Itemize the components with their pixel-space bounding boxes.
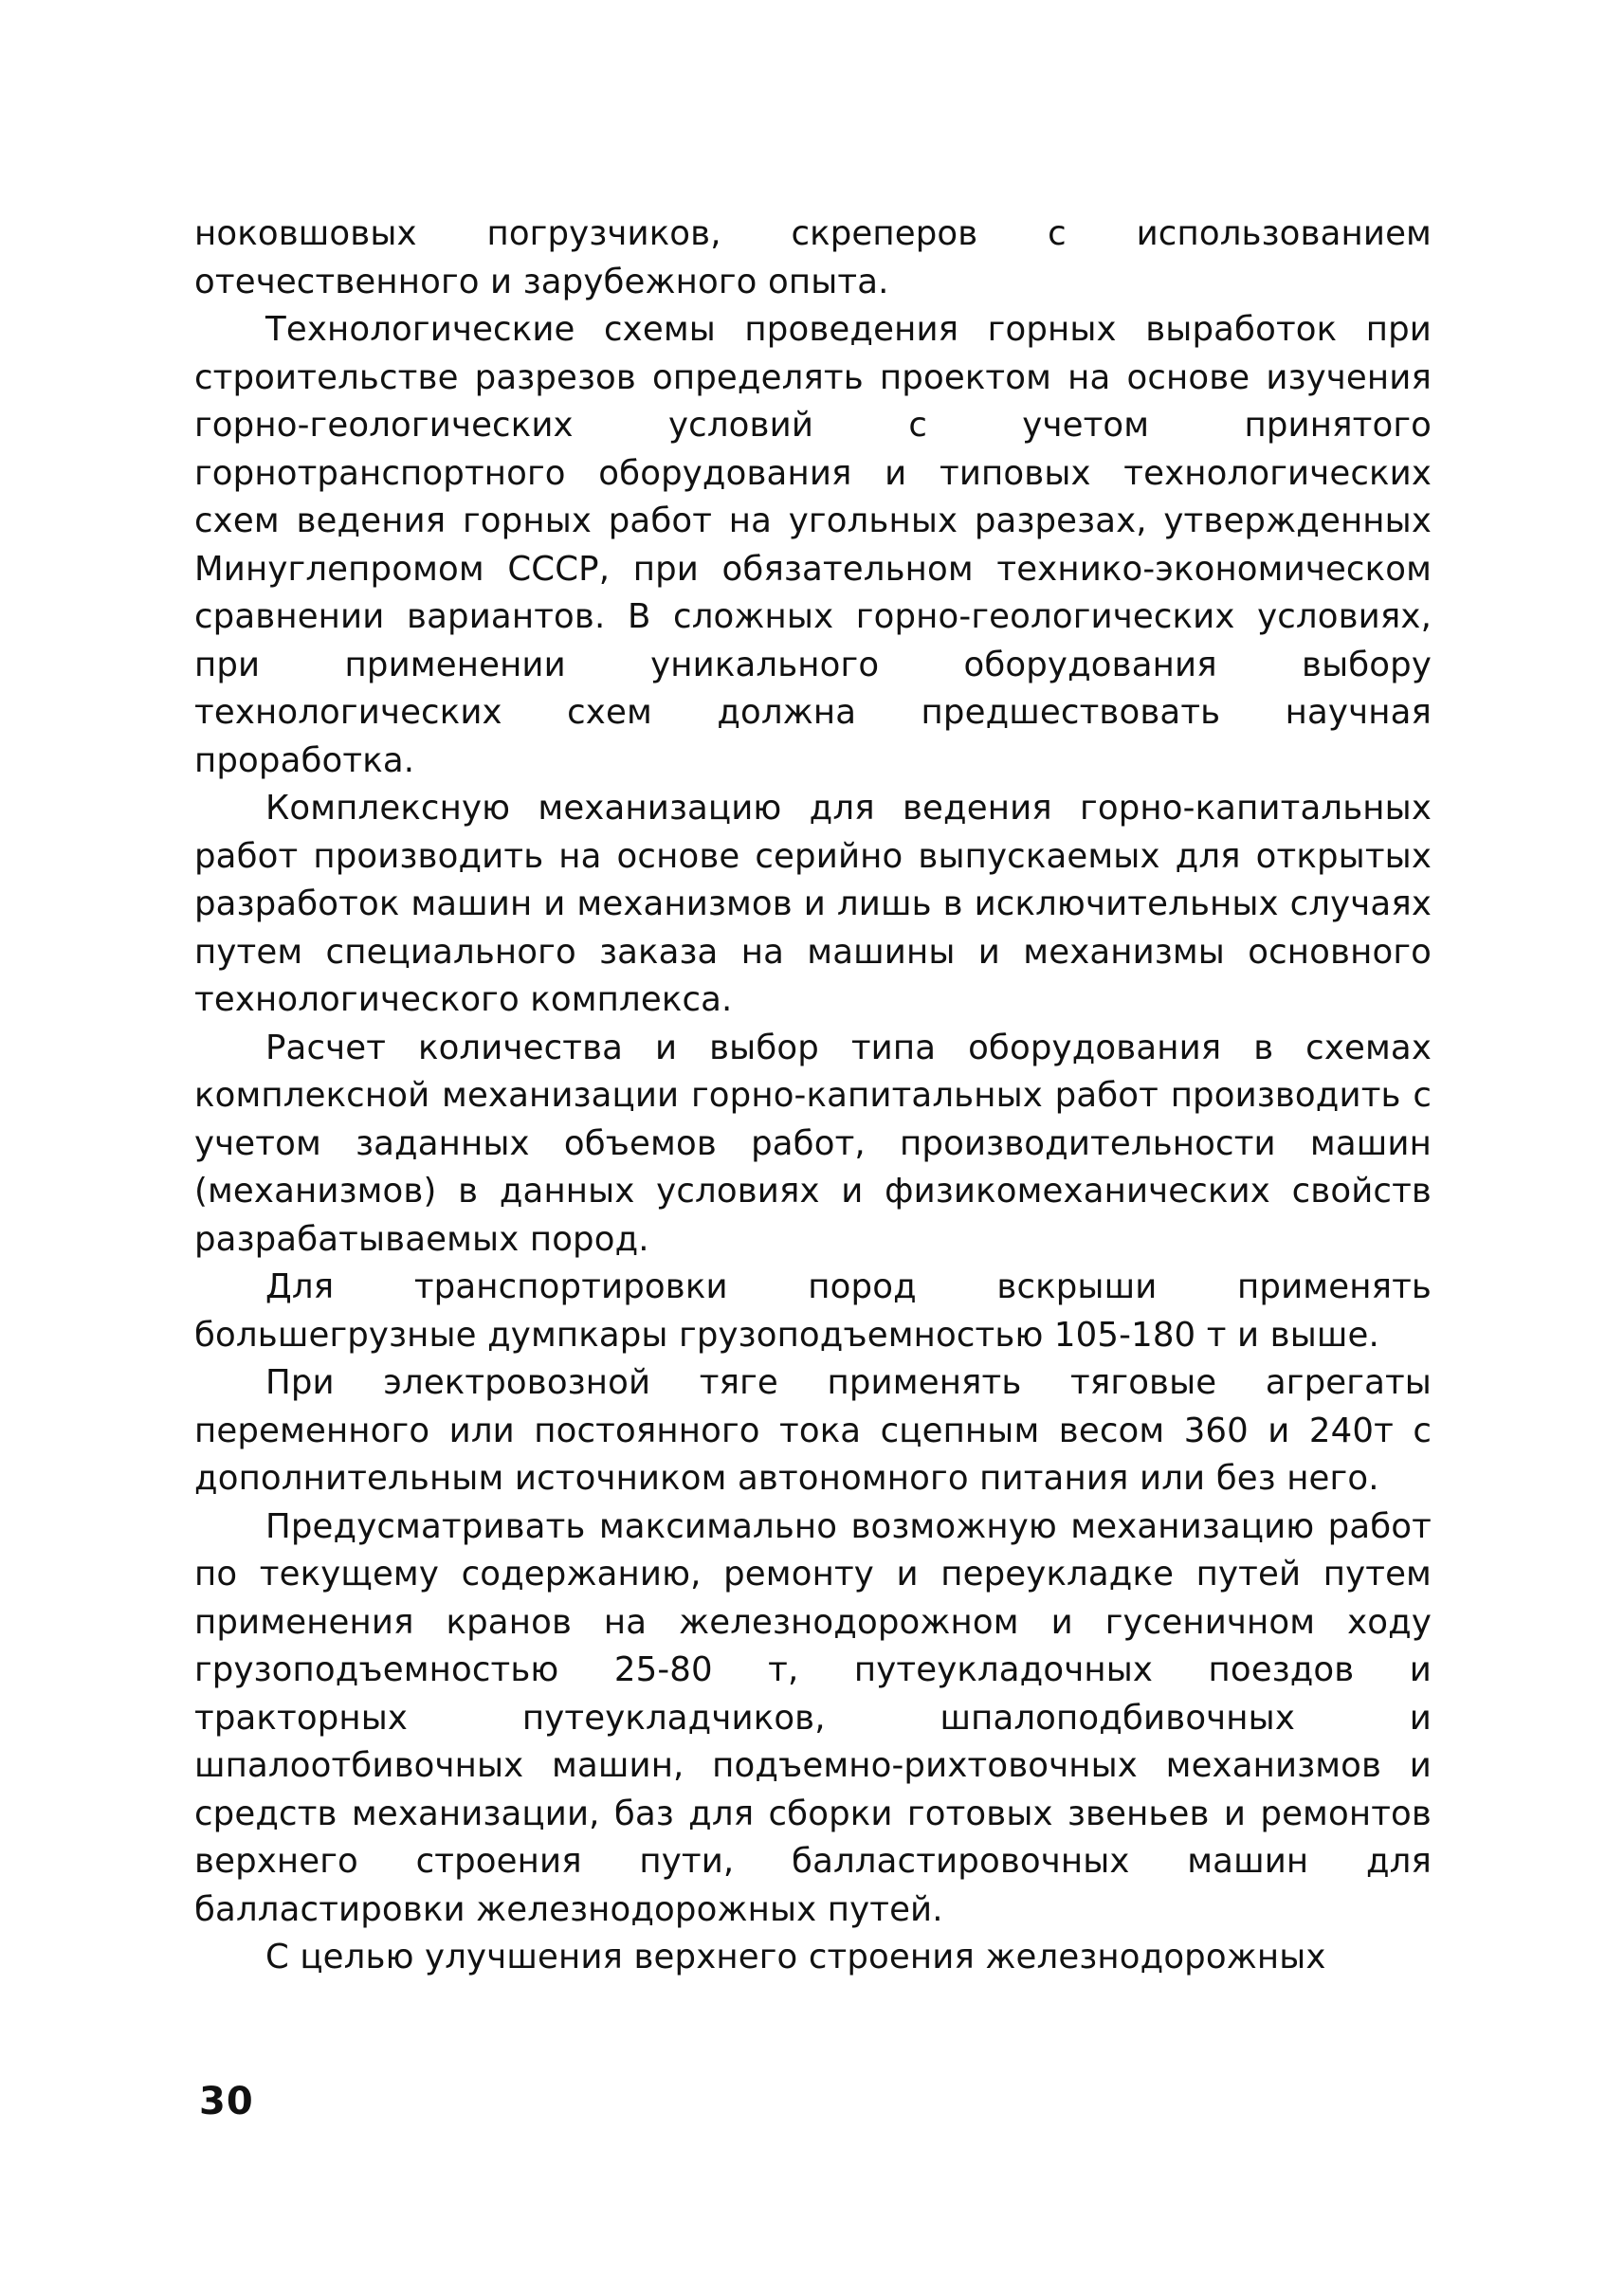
paragraph-7: Предусматривать максимально возможную механизацию работ по текущему содержанию, ремонту и переукладке путей путем применения кранов на железнодорожном и гусеничном ходу грузоподъемностью 25-80 т, путеукладочных поездов и тракторных путеукладчиков, шпалоподбивочных и шпалоотбивочных машин, подъемно-рихтовочных механизмов и средств механизации, баз для сборки готовых звеньев и ремонтов верхнего строения пути, балластировочных машин для балластировки железнодорожных путей.: [194, 1506, 1432, 1929]
paragraph-1: ноковшовых погрузчиков, скреперов с использованием отечественного и зарубежного опыта.: [194, 214, 1432, 301]
page-number: 30: [199, 2080, 254, 2123]
paragraph-5: Для транспортировки пород вскрыши применять большегрузные думпкары грузоподъемностью 105-180 т и выше.: [194, 1267, 1432, 1355]
paragraph-4: Расчет количества и выбор типа оборудования в схемах комплексной механизации горно-капитальных работ производить с учетом заданных объемов работ, производительности машин (механизмов) в данных условиях и физикомеханических свойств разрабатываемых пород.: [194, 1028, 1432, 1259]
body-text: [194, 210, 1432, 1982]
paragraph-2: Технологические схемы проведения горных выработок при строительстве разрезов определять проектом на основе изучения горно-геологических условий с учетом принятого горнотранспортного оборудования и типовых технологических схем ведения горных работ на угольных разрезах, утвержденных Минуглепромом СССР, при обязательном технико-экономическом сравнении вариантов. В сложных горно-геологических условиях, при применении уникального оборудования выбору технологических схем должна предшествовать научная проработка.: [194, 310, 1432, 780]
paragraph-8: С целью улучшения верхнего строения железнодорожных: [265, 1938, 1326, 1976]
paragraph-3: Комплексную механизацию для ведения горно-капитальных работ производить на основе серийно выпускаемых для открытых разработок машин и механизмов и лишь в исключительных случаях путем специального заказа на машины и механизмы основного технологического комплекса.: [194, 789, 1432, 1019]
paragraph-6: При электровозной тяге применять тяговые агрегаты переменного или постоянного тока сцепным весом 360 и 240т с дополнительным источником автономного питания или без него.: [194, 1363, 1432, 1498]
